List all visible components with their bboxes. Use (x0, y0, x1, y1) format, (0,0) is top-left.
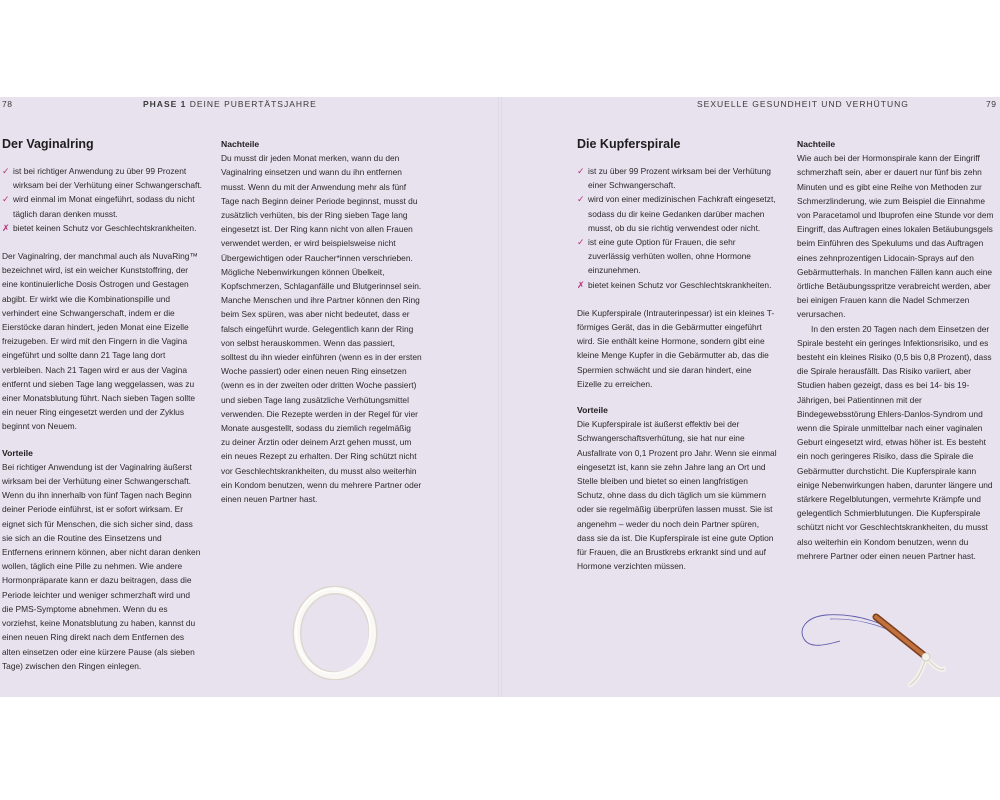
list-item: ✓ wird von einer medizinischen Fachkraft eingesetzt, sodass du dir keine Gedanken darüber machen musst, ob du sie richtig verwendest oder nicht. (577, 194, 776, 233)
kupferspirale-intro: Die Kupferspirale (Intrauterinpessar) ist ein kleines T-förmiges Gerät, das in die Gebärmutter eingeführt wird. Sie enthält keine Hormone, sondern gibt eine kleine Menge Kupfer in die Gebärmutter ab, das die Spermien schwächt und sie daran hindert, eine Eizelle zu erreichen. (577, 307, 775, 389)
right-column-1 (577, 137, 777, 573)
kupferspirale-advantages-heading: Vorteile (577, 405, 608, 416)
kupferspirale-disadvantages-2: In den ersten 20 Tagen nach dem Einsetzen der Spirale besteht ein geringes Infektionsrisiko, und es besteht ein kleines Risiko (0,5 bis 0,8 Prozent), dass die Spirale herausfällt. Das Risiko variiert, aber Studien haben gezeigt, dass es bei 14- bis 19-Jährigen, bei Patientinnen mit der Bindegewebsstörung Ehlers-Danlos-Syndrom und wenn die Spirale unmittelbar nach einer vaginalen Geburt eingesetzt wird, etwas höher ist. Es besteht ein noch geringeres Risiko, dass die Spirale die Gebärmutter durchsticht. Die Kupferspirale kann einige Nebenwirkungen haben, darunter längere und stärkere Regelblutungen, vermehrte Krämpfe und gelegentlich Schmierblutungen. Die Kupferspirale schützt nicht vor Geschlechtskrankheiten, du musst also weiterhin ein Kondom benutzen, wenn du mehrere Partner oder einen neuen Partner hast. (797, 323, 993, 561)
vaginalring-disadvantages-heading: Nachteile (221, 139, 260, 149)
section-heading-kupferspirale: Die Kupferspirale (577, 137, 681, 151)
check-icon: ✓ (2, 194, 10, 205)
section-heading-vaginalring: Der Vaginalring (2, 137, 94, 151)
left-column-1 (2, 137, 202, 673)
check-icon: ✓ (577, 166, 585, 176)
kupferspirale-disadvantages-1: Wie auch bei der Hormonspirale kann der Eingriff schmerzhaft sein, aber er dauert nur fünf bis zehn Minuten und es gibt eine Reihe von Methoden zur Schmerzlinderung, wie zum Beispiel die Einnahme von Paracetamol und Ibuprofen eine Stunde vor dem Eingriff, das Auftragen eines lokalen Betäubungsgels beim Einführen des Spekulums und das Auftragen eines zehnprozentigen Lidocain-Sprays auf den Gebärmutterhals. In manchen Fällen kann auch eine örtliche Betäubungsspritze verabreicht werden, aber bei einigen Frauen kann die Nadel Schmerzen verursachen. (797, 153, 994, 320)
left-running-head (143, 99, 317, 109)
kupferspirale-advantages: Die Kupferspirale ist äußerst effektiv bei der Schwangerschaftsverhütung, sie hat nur eine Ausfallrate von 0,1 Prozent pro Jahr. Wenn sie einmal eingesetzt ist, kann sie zehn Jahre lang an Ort und Stelle bleiben und bietet so einen langfristigen Schutz, ohne dass du dich täglich um sie kümmern oder sie regelmäßig überprüfen lassen musst. Sie ist angenehm – weder du noch dein Partner spüren, dass sie da ist. Die Kupferspirale ist eine gute Option für Frauen, die an Brustkrebs erkrankt sind und auf Hormone verzichten müssen. (577, 419, 777, 572)
check-icon: ✓ (2, 166, 10, 176)
list-item: ✓ wird einmal im Monat eingeführt, sodass du nicht täglich daran denken musst. (2, 194, 195, 219)
vaginalring-bullet-list (2, 164, 202, 235)
list-item: ✗ bietet keinen Schutz vor Geschlechtskrankheiten. (2, 221, 202, 235)
vaginalring-advantages-heading: Vorteile (2, 447, 33, 458)
check-icon: ✓ (577, 237, 585, 248)
vaginalring-intro: Der Vaginalring, der manchmal auch als NuvaRing™ bezeichnet wird, ist ein weicher Kunststoffring, der eine kontinuierliche Dosis Östrogen und Gestagen abgibt. Er wirkt wie die Kombinationspille und verhindert eine Schwangerschaft, indem er die Eierstöcke daran hindert, jeden Monat eine Eizelle freizugeben. Er wird mit den Fingern in die Vagina eingeführt und sollte dann 21 Tage lang dort verbleiben. Nach 21 Tagen wird er aus der Vagina entfernt und sieben Tage lang weggelassen, was zu einer Monatsblutung führt. Nach sieben Tagen sollte ein neuer Ring eingesetzt werden und der Zyklus beginnt von Neuem. (2, 251, 198, 432)
right-page-number: 79 (986, 99, 997, 109)
vaginal-ring-illustration (292, 586, 378, 680)
right-column-2 (797, 137, 998, 563)
copper-iud-illustration (796, 605, 946, 689)
vaginalring-disadvantages: Du musst dir jeden Monat merken, wann du den Vaginalring einsetzen und wann du ihn entfernen musst. Wenn du mit der Anwendung mehr als fünf Tage nach Beginn deiner Periode beginnst, musst du zusätzlich verhüten, bis der Ring sieben Tage lang eingesetzt ist. Der Ring kann nicht von allen Frauen verwendet werden, er wird beispielsweise nicht Übergewichtigen oder Raucher*innen verschrieben. Mögliche Nebenwirkungen können Übelkeit, Kopfschmerzen, Schlaganfälle und Blutgerinnsel sein. Manche Menschen und ihre Partner können den Ring beim Sex spüren, was aber nicht bedeutet, dass er falsch eingeführt wurde. Gelegentlich kann der Ring von selbst herauskommen. Wenn das passiert, solltest du ihn wieder einführen (wenn es in der ersten Woche passiert) oder einen neuen Ring einsetzen (wenn es in der zweiten oder dritten Woche passiert) und sieben Tage lang zusätzliche Verhütungsmittel verwenden. Die Rezepte werden in der Regel für vier Monate ausgestellt, sodass du ziemlich regelmäßig zu deiner Ärztin oder deinem Arzt gehen musst, um ein neues Rezept zu erhalten. Der Ring schützt nicht vor Geschlechtskrankheiten, du musst also weiterhin ein Kondom benutzen, wenn du mehrere Partner oder einen neuen Partner hast. (221, 153, 422, 505)
left-running-head-title: DEINE PUBERTÄTSJAHRE (189, 99, 317, 109)
cross-icon: ✗ (2, 222, 10, 233)
vaginalring-advantages: Bei richtiger Anwendung ist der Vaginalring äußerst wirksam bei der Verhütung einer Schwangerschaft. Wenn du ihn innerhalb von fünf Tagen nach Beginn deiner Periode einführst, ist er sofort wirksam. Er eignet sich für Menschen, die sich sicher sind, dass sie sich an die Routine des Einsetzens und Entfernens erinnern können, aber nicht daran denken wollen, täglich eine Pille zu nehmen. Wie andere Hormonpräparate kann er dazu beitragen, dass die Periode leichter und weniger schmerzhaft wird und die PMS-Symptome abnehmen. Wenn du es vorziehst, keine Monatsblutung zu haben, kannst du einen neuen Ring direkt nach dem Entfernen des alten einsetzen oder eine kürzere Pause (als sieben Tage) zwischen den Ringen einlegen. (2, 461, 201, 671)
right-running-head: SEXUELLE GESUNDHEIT UND VERHÜTUNG (697, 99, 909, 109)
book-spread (0, 97, 1000, 697)
check-icon: ✓ (577, 194, 585, 205)
list-item: ✓ ist eine gute Option für Frauen, die sehr zuverlässig verhüten wollen, ohne Hormone einzunehmen. (577, 237, 751, 276)
cross-icon: ✗ (577, 279, 585, 290)
book-gutter (498, 97, 502, 697)
kupferspirale-bullet-list (577, 164, 777, 292)
left-running-head-phase: PHASE 1 (143, 99, 187, 109)
left-column-2 (221, 137, 422, 506)
list-item: ✓ ist zu über 99 Prozent wirksam bei der Verhütung einer Schwangerschaft. (577, 166, 771, 191)
list-item: ✓ ist bei richtiger Anwendung zu über 99 Prozent wirksam bei der Verhütung einer Schwangerschaft. (2, 166, 203, 191)
kupferspirale-disadvantages-heading: Nachteile (797, 139, 836, 149)
left-page-number: 78 (2, 99, 13, 109)
list-item: ✗ bietet keinen Schutz vor Geschlechtskrankheiten. (577, 278, 777, 292)
